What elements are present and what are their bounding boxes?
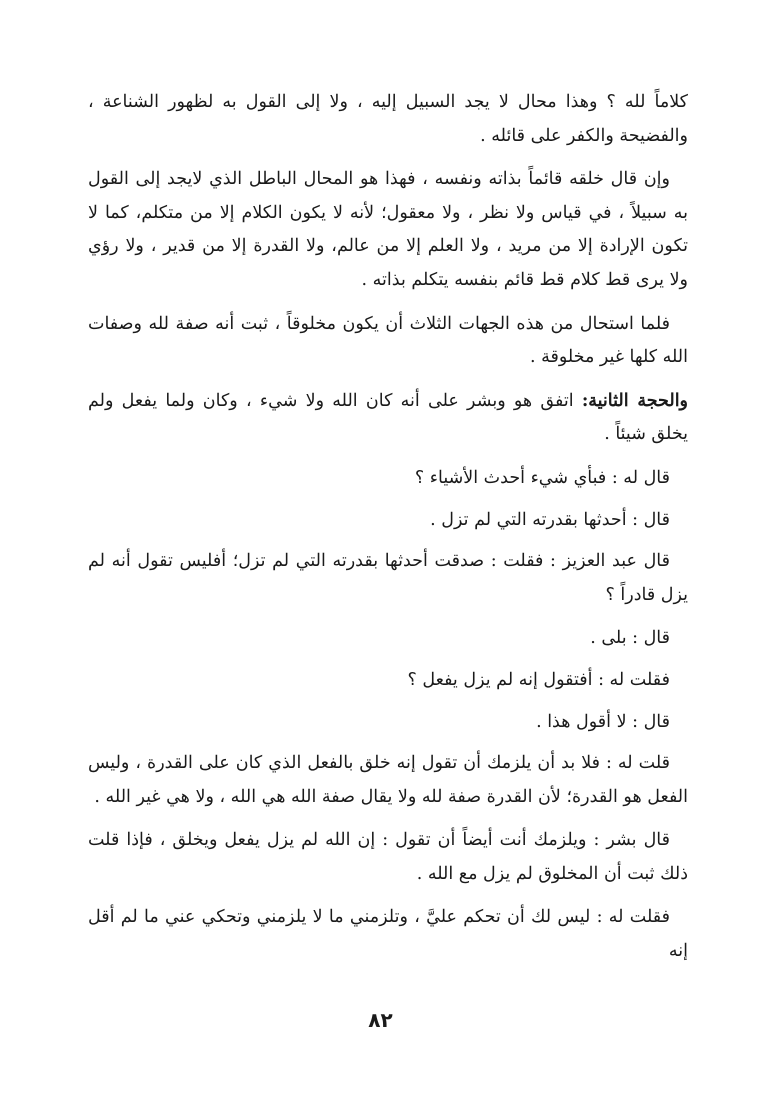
second-argument-paragraph	[88, 385, 688, 452]
dialog-line-1: قال له : فبأي شيء أحدث الأشياء ؟	[414, 467, 670, 488]
closing-paragraph-1: قلت له : فلا بد أن يلزمك أن تقول إنه خلق بالفعل الذي كان على القدرة ، وليس الفعل هو القدرة؛ لأن القدرة صفة لله ولا يقال صفة الله هي الله ، ولا هي غير الله .	[88, 753, 688, 807]
page-number: ٨٢	[368, 1008, 393, 1032]
dialog-line-5: قال : لا أقول هذا .	[536, 711, 670, 732]
abdulaziz-paragraph: قال عبد العزيز : فقلت : صدقت أحدثها بقدرته التي لم تزل؛ أفليس تقول أنه لم يزل قادراً ؟	[88, 551, 688, 605]
second-argument-text: اتفق هو وبشر على أنه كان الله ولا شيء ، وكان ولما يفعل ولم يخلق شيئاً .	[88, 390, 688, 445]
dialog-line-2: قال : أحدثها بقدرته التي لم تزل .	[430, 509, 670, 530]
dialog-line-3: قال : بلى .	[590, 628, 670, 649]
closing-paragraph-3: فقلت له : ليس لك أن تحكم عليَّ ، وتلزمني ما لا يلزمني وتحكي عني ما لم أقل إنه	[88, 907, 688, 962]
paragraph-1: كلاماً لله ؟ وهذا محال لا يجد السبيل إليه ، ولا إلى القول به لظهور الشناعة ، والفضيحة والكفر على قائله .	[88, 92, 688, 146]
closing-paragraph-2: قال بشر : ويلزمك أنت أيضاً أن تقول : إن الله لم يزل يفعل ويخلق ، فإذا قلت ذلك ثبت أن المخلوق لم يزل مع الله .	[88, 830, 688, 884]
second-argument-heading: والحجة الثانية:	[581, 390, 689, 411]
paragraph-2: وإن قال خلقه قائماً بذاته ونفسه ، فهذا هو المحال الباطل الذي لايجد إلى القول به سبيلاً ، في قياس ولا نظر ، ولا معقول؛ لأنه لا يكون الكلام إلا من متكلم، كما لا تكون الإرادة إلا من مريد ، ولا العلم إلا من عالم، ولا القدرة إلا من قدير ، ولا رؤي ولا يرى قط كلام قط قائم بنفسه يتكلم بذاته .	[88, 169, 688, 290]
paragraph-3: فلما استحال من هذه الجهات الثلاث أن يكون مخلوقاً ، ثبت أنه صفة لله وصفات الله كلها غير مخلوقة .	[88, 313, 688, 368]
dialog-line-4: فقلت له : أفتقول إنه لم يزل يفعل ؟	[407, 669, 670, 690]
page-body	[88, 86, 688, 979]
